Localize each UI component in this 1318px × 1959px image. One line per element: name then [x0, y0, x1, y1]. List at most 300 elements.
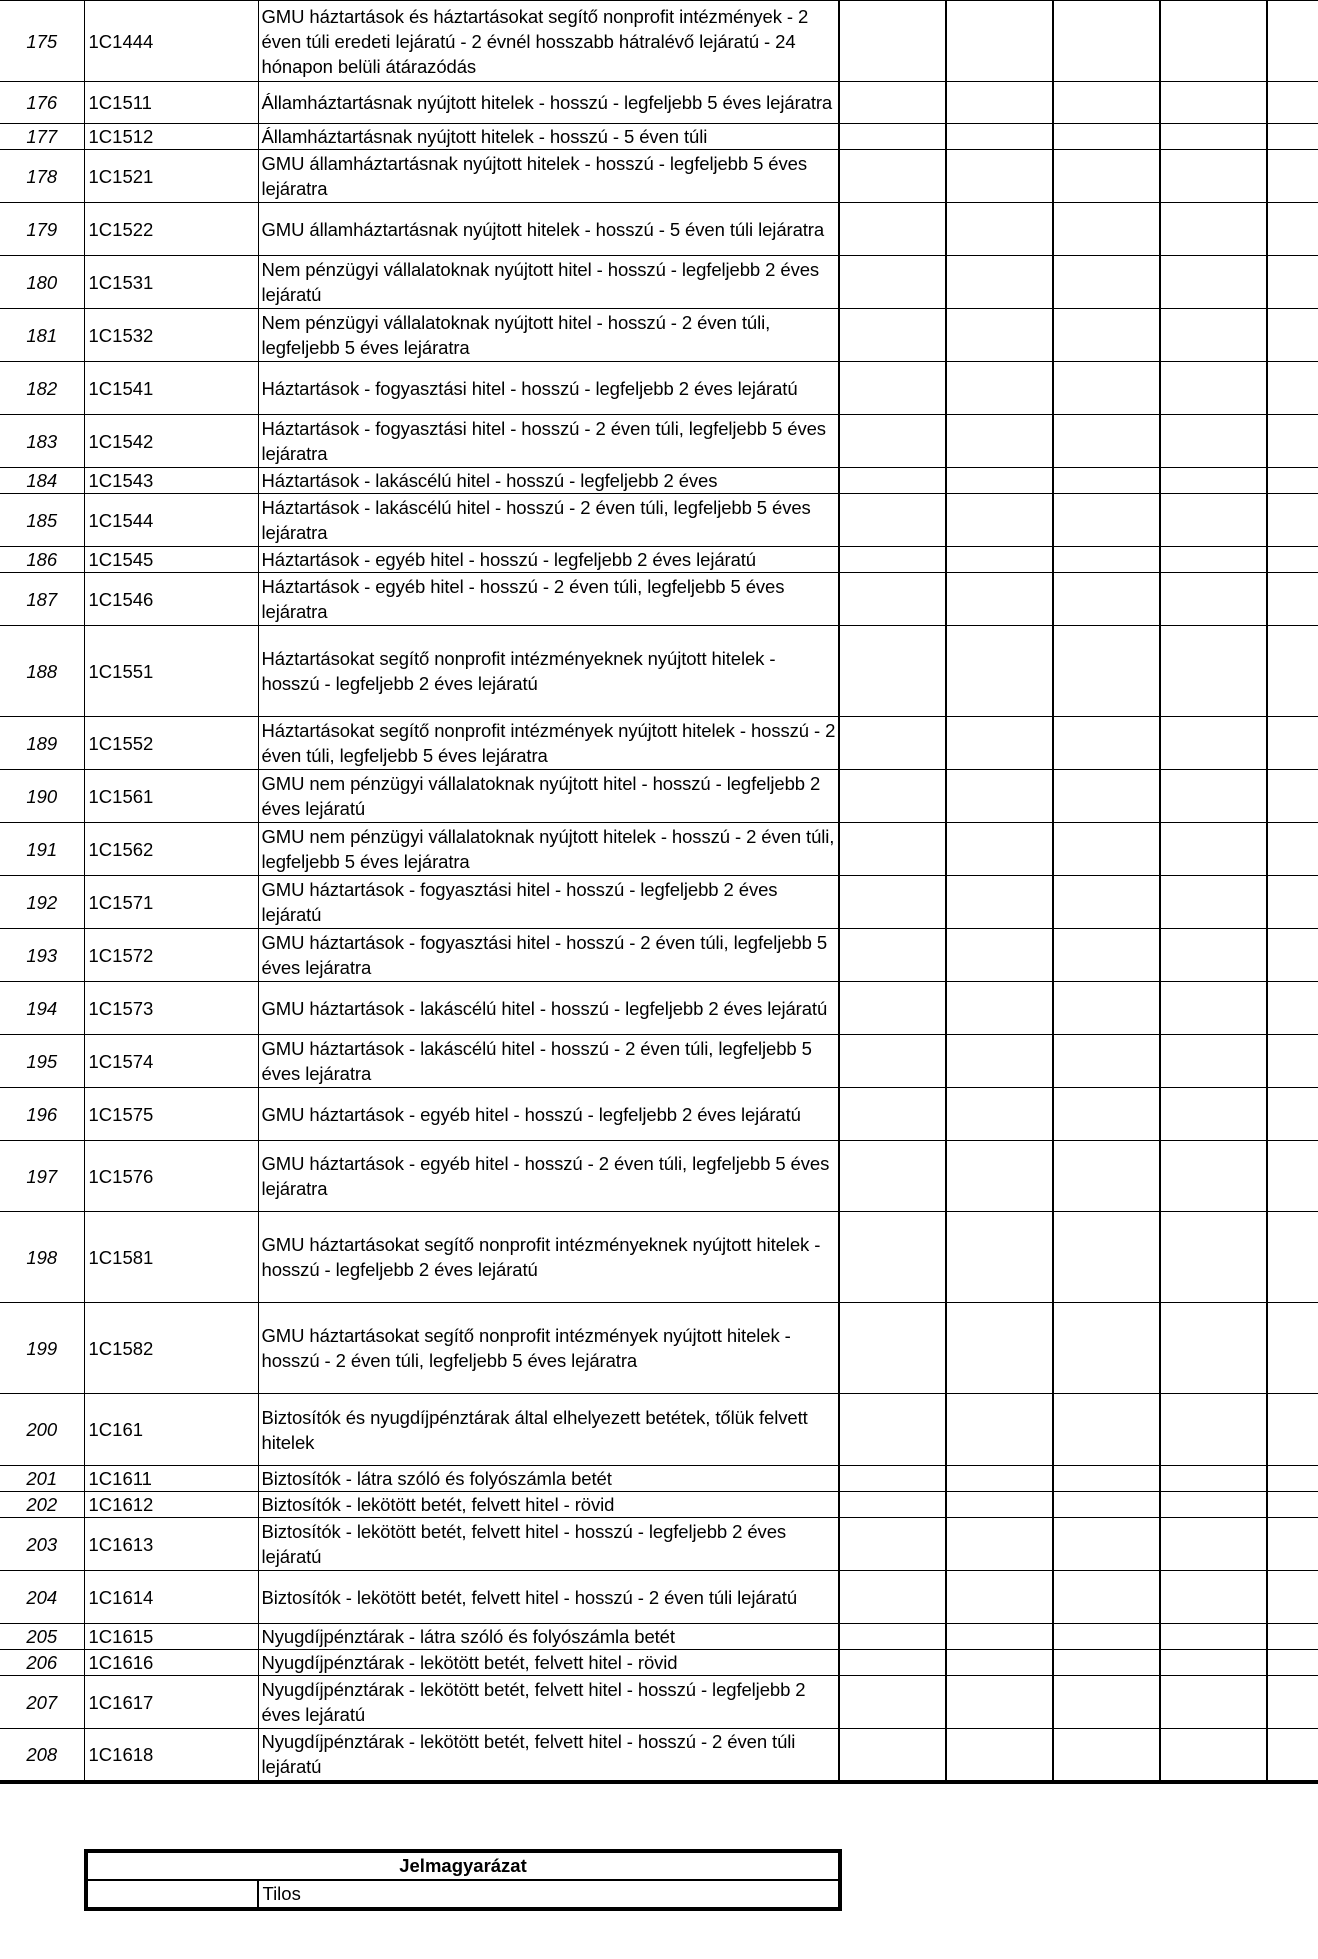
legend-item-label: Tilos — [258, 1880, 840, 1909]
value-cell — [946, 626, 1053, 717]
value-cell — [1267, 203, 1318, 256]
row-number: 178 — [0, 150, 84, 203]
table-row — [0, 1212, 1318, 1303]
value-cell — [1160, 1088, 1267, 1141]
legend-title: Jelmagyarázat — [86, 1851, 840, 1880]
value-cell — [1160, 494, 1267, 547]
value-cell — [1267, 929, 1318, 982]
row-number: 197 — [0, 1141, 84, 1212]
row-description: Biztosítók és nyugdíjpénztárak által elhelyezett betétek, tőlük felvett hitelek — [258, 1394, 839, 1466]
value-cell — [946, 256, 1053, 309]
row-number: 207 — [0, 1676, 84, 1729]
row-code: 1C1552 — [84, 717, 258, 770]
value-cell — [1053, 150, 1160, 203]
table-row — [0, 415, 1318, 468]
row-code: 1C1575 — [84, 1088, 258, 1141]
value-cell — [1160, 1212, 1267, 1303]
value-cell — [839, 1571, 946, 1624]
row-code: 1C1544 — [84, 494, 258, 547]
row-number: 201 — [0, 1466, 84, 1492]
value-cell — [839, 1303, 946, 1394]
row-code: 1C1615 — [84, 1624, 258, 1650]
value-cell — [1267, 717, 1318, 770]
table-body — [0, 1, 1318, 1782]
value-cell — [946, 929, 1053, 982]
value-cell — [1160, 415, 1267, 468]
row-number: 203 — [0, 1518, 84, 1571]
value-cell — [839, 415, 946, 468]
row-code: 1C1572 — [84, 929, 258, 982]
value-cell — [839, 1, 946, 82]
table-row — [0, 82, 1318, 124]
row-description: GMU államháztartásnak nyújtott hitelek - hosszú - 5 éven túli lejáratra — [258, 203, 839, 256]
table-row — [0, 494, 1318, 547]
table-row — [0, 256, 1318, 309]
value-cell — [1160, 203, 1267, 256]
value-cell — [1160, 770, 1267, 823]
value-cell — [946, 823, 1053, 876]
row-description: Háztartásokat segítő nonprofit intézmények nyújtott hitelek - hosszú - 2 éven túli, legfeljebb 5 éves lejáratra — [258, 717, 839, 770]
value-cell — [1267, 770, 1318, 823]
value-cell — [839, 770, 946, 823]
row-code: 1C1542 — [84, 415, 258, 468]
value-cell — [839, 1141, 946, 1212]
value-cell — [1267, 1650, 1318, 1676]
row-number: 195 — [0, 1035, 84, 1088]
value-cell — [1160, 1676, 1267, 1729]
value-cell — [839, 1650, 946, 1676]
value-cell — [1267, 468, 1318, 494]
row-description: Nem pénzügyi vállalatoknak nyújtott hitel - hosszú - 2 éven túli, legfeljebb 5 éves lejáratra — [258, 309, 839, 362]
table-row — [0, 124, 1318, 150]
value-cell — [1267, 573, 1318, 626]
table-row — [0, 1650, 1318, 1676]
value-cell — [1160, 1394, 1267, 1466]
value-cell — [946, 770, 1053, 823]
row-code: 1C1616 — [84, 1650, 258, 1676]
value-cell — [1160, 1650, 1267, 1676]
value-cell — [946, 876, 1053, 929]
row-code: 1C1511 — [84, 82, 258, 124]
value-cell — [839, 494, 946, 547]
value-cell — [1053, 82, 1160, 124]
value-cell — [1267, 1212, 1318, 1303]
value-cell — [1267, 626, 1318, 717]
row-number: 194 — [0, 982, 84, 1035]
row-number: 189 — [0, 717, 84, 770]
row-code: 1C1545 — [84, 547, 258, 573]
value-cell — [946, 1676, 1053, 1729]
table-row — [0, 1088, 1318, 1141]
row-description: Biztosítók - lekötött betét, felvett hitel - hosszú - 2 éven túli lejáratú — [258, 1571, 839, 1624]
value-cell — [839, 1394, 946, 1466]
value-cell — [1160, 1466, 1267, 1492]
value-cell — [839, 1676, 946, 1729]
row-code: 1C1532 — [84, 309, 258, 362]
legend-item — [86, 1880, 840, 1909]
value-cell — [1160, 1141, 1267, 1212]
row-number: 176 — [0, 82, 84, 124]
value-cell — [946, 573, 1053, 626]
value-cell — [839, 547, 946, 573]
value-cell — [839, 256, 946, 309]
value-cell — [946, 982, 1053, 1035]
value-cell — [1267, 547, 1318, 573]
value-cell — [1267, 150, 1318, 203]
value-cell — [1053, 1088, 1160, 1141]
row-description: Háztartások - fogyasztási hitel - hosszú - 2 éven túli, legfeljebb 5 éves lejáratra — [258, 415, 839, 468]
row-number: 185 — [0, 494, 84, 547]
table-row — [0, 770, 1318, 823]
value-cell — [1267, 309, 1318, 362]
value-cell — [1267, 982, 1318, 1035]
value-cell — [1053, 1571, 1160, 1624]
row-description: GMU háztartásokat segítő nonprofit intézményeknek nyújtott hitelek - hosszú - legfeljebb 2 éves lejáratú — [258, 1212, 839, 1303]
table-row — [0, 362, 1318, 415]
table-row — [0, 876, 1318, 929]
value-cell — [946, 1303, 1053, 1394]
value-cell — [946, 1650, 1053, 1676]
row-code: 1C1444 — [84, 1, 258, 82]
value-cell — [839, 876, 946, 929]
row-description: GMU háztartások - egyéb hitel - hosszú - legfeljebb 2 éves lejáratú — [258, 1088, 839, 1141]
value-cell — [839, 1088, 946, 1141]
row-description: GMU nem pénzügyi vállalatoknak nyújtott hitelek - hosszú - 2 éven túli, legfeljebb 5 éves lejáratra — [258, 823, 839, 876]
value-cell — [839, 468, 946, 494]
row-code: 1C1574 — [84, 1035, 258, 1088]
value-cell — [1160, 1303, 1267, 1394]
value-cell — [839, 124, 946, 150]
value-cell — [1160, 547, 1267, 573]
row-number: 181 — [0, 309, 84, 362]
row-code: 1C1551 — [84, 626, 258, 717]
value-cell — [839, 82, 946, 124]
value-cell — [946, 1492, 1053, 1518]
value-cell — [1160, 626, 1267, 717]
value-cell — [1053, 929, 1160, 982]
value-cell — [1053, 124, 1160, 150]
value-cell — [1160, 468, 1267, 494]
value-cell — [946, 362, 1053, 415]
value-cell — [1267, 823, 1318, 876]
row-number: 190 — [0, 770, 84, 823]
value-cell — [1053, 1518, 1160, 1571]
row-number: 175 — [0, 1, 84, 82]
value-cell — [946, 1571, 1053, 1624]
value-cell — [1053, 1729, 1160, 1782]
row-code: 1C1512 — [84, 124, 258, 150]
row-code: 1C1573 — [84, 982, 258, 1035]
table-row — [0, 573, 1318, 626]
value-cell — [839, 1212, 946, 1303]
table-row — [0, 1394, 1318, 1466]
row-code: 1C1522 — [84, 203, 258, 256]
row-number: 199 — [0, 1303, 84, 1394]
value-cell — [1267, 1035, 1318, 1088]
row-description: Nyugdíjpénztárak - lekötött betét, felvett hitel - hosszú - legfeljebb 2 éves lejáratú — [258, 1676, 839, 1729]
row-description: Államháztartásnak nyújtott hitelek - hosszú - 5 éven túli — [258, 124, 839, 150]
row-number: 191 — [0, 823, 84, 876]
value-cell — [1160, 1035, 1267, 1088]
value-cell — [1267, 876, 1318, 929]
value-cell — [839, 1035, 946, 1088]
row-description: GMU államháztartásnak nyújtott hitelek - hosszú - legfeljebb 5 éves lejáratra — [258, 150, 839, 203]
value-cell — [1053, 770, 1160, 823]
table-row — [0, 309, 1318, 362]
row-description: GMU háztartások és háztartásokat segítő nonprofit intézmények - 2 éven túli eredeti lejáratú - 2 évnél hosszabb hátralévő lejáratú - 24 hónapon belüli átárazódás — [258, 1, 839, 82]
value-cell — [1267, 1676, 1318, 1729]
row-number: 184 — [0, 468, 84, 494]
value-cell — [1160, 309, 1267, 362]
row-number: 177 — [0, 124, 84, 150]
value-cell — [1053, 1676, 1160, 1729]
value-cell — [1053, 547, 1160, 573]
value-cell — [946, 717, 1053, 770]
value-cell — [1053, 717, 1160, 770]
value-cell — [1267, 1303, 1318, 1394]
row-code: 1C1562 — [84, 823, 258, 876]
row-number: 193 — [0, 929, 84, 982]
table-row — [0, 1141, 1318, 1212]
row-description: Háztartások - lakáscélú hitel - hosszú - legfeljebb 2 éves — [258, 468, 839, 494]
row-description: Háztartások - fogyasztási hitel - hosszú - legfeljebb 2 éves lejáratú — [258, 362, 839, 415]
row-description: Nyugdíjpénztárak - lekötött betét, felvett hitel - hosszú - 2 éven túli lejáratú — [258, 1729, 839, 1782]
row-description: GMU háztartásokat segítő nonprofit intézmények nyújtott hitelek - hosszú - 2 éven túli, legfeljebb 5 éves lejáratra — [258, 1303, 839, 1394]
value-cell — [946, 1729, 1053, 1782]
table-row — [0, 823, 1318, 876]
row-number: 179 — [0, 203, 84, 256]
value-cell — [1053, 823, 1160, 876]
value-cell — [1160, 1, 1267, 82]
row-number: 186 — [0, 547, 84, 573]
value-cell — [1053, 468, 1160, 494]
value-cell — [1160, 1729, 1267, 1782]
row-description: Nyugdíjpénztárak - látra szóló és folyószámla betét — [258, 1624, 839, 1650]
table-row — [0, 1676, 1318, 1729]
value-cell — [1267, 124, 1318, 150]
table-row — [0, 1492, 1318, 1518]
row-code: 1C161 — [84, 1394, 258, 1466]
value-cell — [1160, 1624, 1267, 1650]
table-row — [0, 1624, 1318, 1650]
row-code: 1C1611 — [84, 1466, 258, 1492]
row-number: 206 — [0, 1650, 84, 1676]
row-code: 1C1543 — [84, 468, 258, 494]
value-cell — [1267, 1088, 1318, 1141]
value-cell — [1267, 362, 1318, 415]
value-cell — [1053, 203, 1160, 256]
value-cell — [1053, 1141, 1160, 1212]
row-code: 1C1561 — [84, 770, 258, 823]
row-number: 198 — [0, 1212, 84, 1303]
value-cell — [1267, 415, 1318, 468]
value-cell — [1053, 415, 1160, 468]
row-description: Nyugdíjpénztárak - lekötött betét, felvett hitel - rövid — [258, 1650, 839, 1676]
value-cell — [839, 717, 946, 770]
row-description: Háztartások - egyéb hitel - hosszú - 2 éven túli, legfeljebb 5 éves lejáratra — [258, 573, 839, 626]
value-cell — [946, 415, 1053, 468]
value-cell — [1053, 573, 1160, 626]
value-cell — [946, 547, 1053, 573]
row-code: 1C1571 — [84, 876, 258, 929]
row-code: 1C1613 — [84, 1518, 258, 1571]
row-number: 180 — [0, 256, 84, 309]
legend-table — [84, 1849, 842, 1911]
value-cell — [946, 1035, 1053, 1088]
row-description: Háztartások - lakáscélú hitel - hosszú - 2 éven túli, legfeljebb 5 éves lejáratra — [258, 494, 839, 547]
value-cell — [839, 982, 946, 1035]
value-cell — [1053, 1650, 1160, 1676]
value-cell — [1160, 256, 1267, 309]
row-code: 1C1576 — [84, 1141, 258, 1212]
value-cell — [839, 1624, 946, 1650]
value-cell — [839, 362, 946, 415]
value-cell — [839, 929, 946, 982]
row-code: 1C1618 — [84, 1729, 258, 1782]
row-description: Biztosítók - lekötött betét, felvett hitel - rövid — [258, 1492, 839, 1518]
row-description: GMU háztartások - lakáscélú hitel - hosszú - legfeljebb 2 éves lejáratú — [258, 982, 839, 1035]
value-cell — [839, 203, 946, 256]
value-cell — [1267, 1624, 1318, 1650]
row-code: 1C1612 — [84, 1492, 258, 1518]
value-cell — [1160, 1492, 1267, 1518]
value-cell — [946, 468, 1053, 494]
value-cell — [946, 494, 1053, 547]
row-code: 1C1582 — [84, 1303, 258, 1394]
table-row — [0, 626, 1318, 717]
value-cell — [839, 150, 946, 203]
value-cell — [1160, 717, 1267, 770]
value-cell — [946, 1466, 1053, 1492]
table-row — [0, 1571, 1318, 1624]
row-description: GMU háztartások - fogyasztási hitel - hosszú - 2 éven túli, legfeljebb 5 éves lejáratra — [258, 929, 839, 982]
row-number: 192 — [0, 876, 84, 929]
row-code: 1C1614 — [84, 1571, 258, 1624]
value-cell — [1160, 876, 1267, 929]
value-cell — [839, 1729, 946, 1782]
row-description: GMU háztartások - fogyasztási hitel - hosszú - legfeljebb 2 éves lejáratú — [258, 876, 839, 929]
value-cell — [1267, 1466, 1318, 1492]
row-code: 1C1581 — [84, 1212, 258, 1303]
value-cell — [839, 309, 946, 362]
value-cell — [1267, 1729, 1318, 1782]
table-row — [0, 1, 1318, 82]
row-number: 188 — [0, 626, 84, 717]
value-cell — [946, 1088, 1053, 1141]
value-cell — [946, 1212, 1053, 1303]
table-row — [0, 1035, 1318, 1088]
value-cell — [1160, 929, 1267, 982]
value-cell — [1053, 362, 1160, 415]
value-cell — [946, 1394, 1053, 1466]
value-cell — [946, 1518, 1053, 1571]
value-cell — [1160, 1518, 1267, 1571]
value-cell — [1053, 1466, 1160, 1492]
value-cell — [1267, 1394, 1318, 1466]
table-row — [0, 1729, 1318, 1782]
value-cell — [1053, 1303, 1160, 1394]
value-cell — [1053, 1394, 1160, 1466]
row-description: Államháztartásnak nyújtott hitelek - hosszú - legfeljebb 5 éves lejáratra — [258, 82, 839, 124]
value-cell — [1053, 1624, 1160, 1650]
value-cell — [1160, 573, 1267, 626]
row-number: 205 — [0, 1624, 84, 1650]
value-cell — [1267, 82, 1318, 124]
value-cell — [1053, 494, 1160, 547]
row-description: Biztosítók - lekötött betét, felvett hitel - hosszú - legfeljebb 2 éves lejáratú — [258, 1518, 839, 1571]
value-cell — [1267, 494, 1318, 547]
value-cell — [1053, 982, 1160, 1035]
table-row — [0, 929, 1318, 982]
value-cell — [1053, 1035, 1160, 1088]
row-number: 183 — [0, 415, 84, 468]
value-cell — [1267, 1492, 1318, 1518]
row-description: GMU háztartások - egyéb hitel - hosszú - 2 éven túli, legfeljebb 5 éves lejáratra — [258, 1141, 839, 1212]
row-number: 200 — [0, 1394, 84, 1466]
value-cell — [839, 1466, 946, 1492]
value-cell — [839, 573, 946, 626]
value-cell — [1160, 362, 1267, 415]
value-cell — [1267, 1141, 1318, 1212]
table-row — [0, 1466, 1318, 1492]
value-cell — [1053, 256, 1160, 309]
value-cell — [839, 1492, 946, 1518]
value-cell — [946, 150, 1053, 203]
table-row — [0, 203, 1318, 256]
value-cell — [946, 1, 1053, 82]
value-cell — [1160, 1571, 1267, 1624]
value-cell — [1267, 1518, 1318, 1571]
value-cell — [1160, 124, 1267, 150]
row-number: 196 — [0, 1088, 84, 1141]
row-code: 1C1521 — [84, 150, 258, 203]
table-row — [0, 1303, 1318, 1394]
value-cell — [839, 823, 946, 876]
value-cell — [839, 626, 946, 717]
row-code: 1C1546 — [84, 573, 258, 626]
value-cell — [1160, 82, 1267, 124]
row-description: Háztartások - egyéb hitel - hosszú - legfeljebb 2 éves lejáratú — [258, 547, 839, 573]
legend-swatch — [86, 1880, 258, 1909]
value-cell — [1267, 256, 1318, 309]
value-cell — [1267, 1571, 1318, 1624]
value-cell — [1053, 1, 1160, 82]
row-code: 1C1617 — [84, 1676, 258, 1729]
value-cell — [1160, 982, 1267, 1035]
value-cell — [946, 203, 1053, 256]
row-number: 187 — [0, 573, 84, 626]
table-row — [0, 468, 1318, 494]
row-description: Nem pénzügyi vállalatoknak nyújtott hitel - hosszú - legfeljebb 2 éves lejáratú — [258, 256, 839, 309]
table-row — [0, 150, 1318, 203]
value-cell — [1053, 1212, 1160, 1303]
value-cell — [1160, 823, 1267, 876]
value-cell — [1053, 309, 1160, 362]
value-cell — [946, 82, 1053, 124]
value-cell — [839, 1518, 946, 1571]
row-code: 1C1531 — [84, 256, 258, 309]
row-number: 202 — [0, 1492, 84, 1518]
row-number: 208 — [0, 1729, 84, 1782]
row-description: Háztartásokat segítő nonprofit intézményeknek nyújtott hitelek - hosszú - legfeljebb 2 éves lejáratú — [258, 626, 839, 717]
table-row — [0, 982, 1318, 1035]
row-description: GMU nem pénzügyi vállalatoknak nyújtott hitel - hosszú - legfeljebb 2 éves lejáratú — [258, 770, 839, 823]
value-cell — [946, 124, 1053, 150]
row-number: 182 — [0, 362, 84, 415]
value-cell — [1053, 626, 1160, 717]
value-cell — [946, 1624, 1053, 1650]
value-cell — [946, 309, 1053, 362]
